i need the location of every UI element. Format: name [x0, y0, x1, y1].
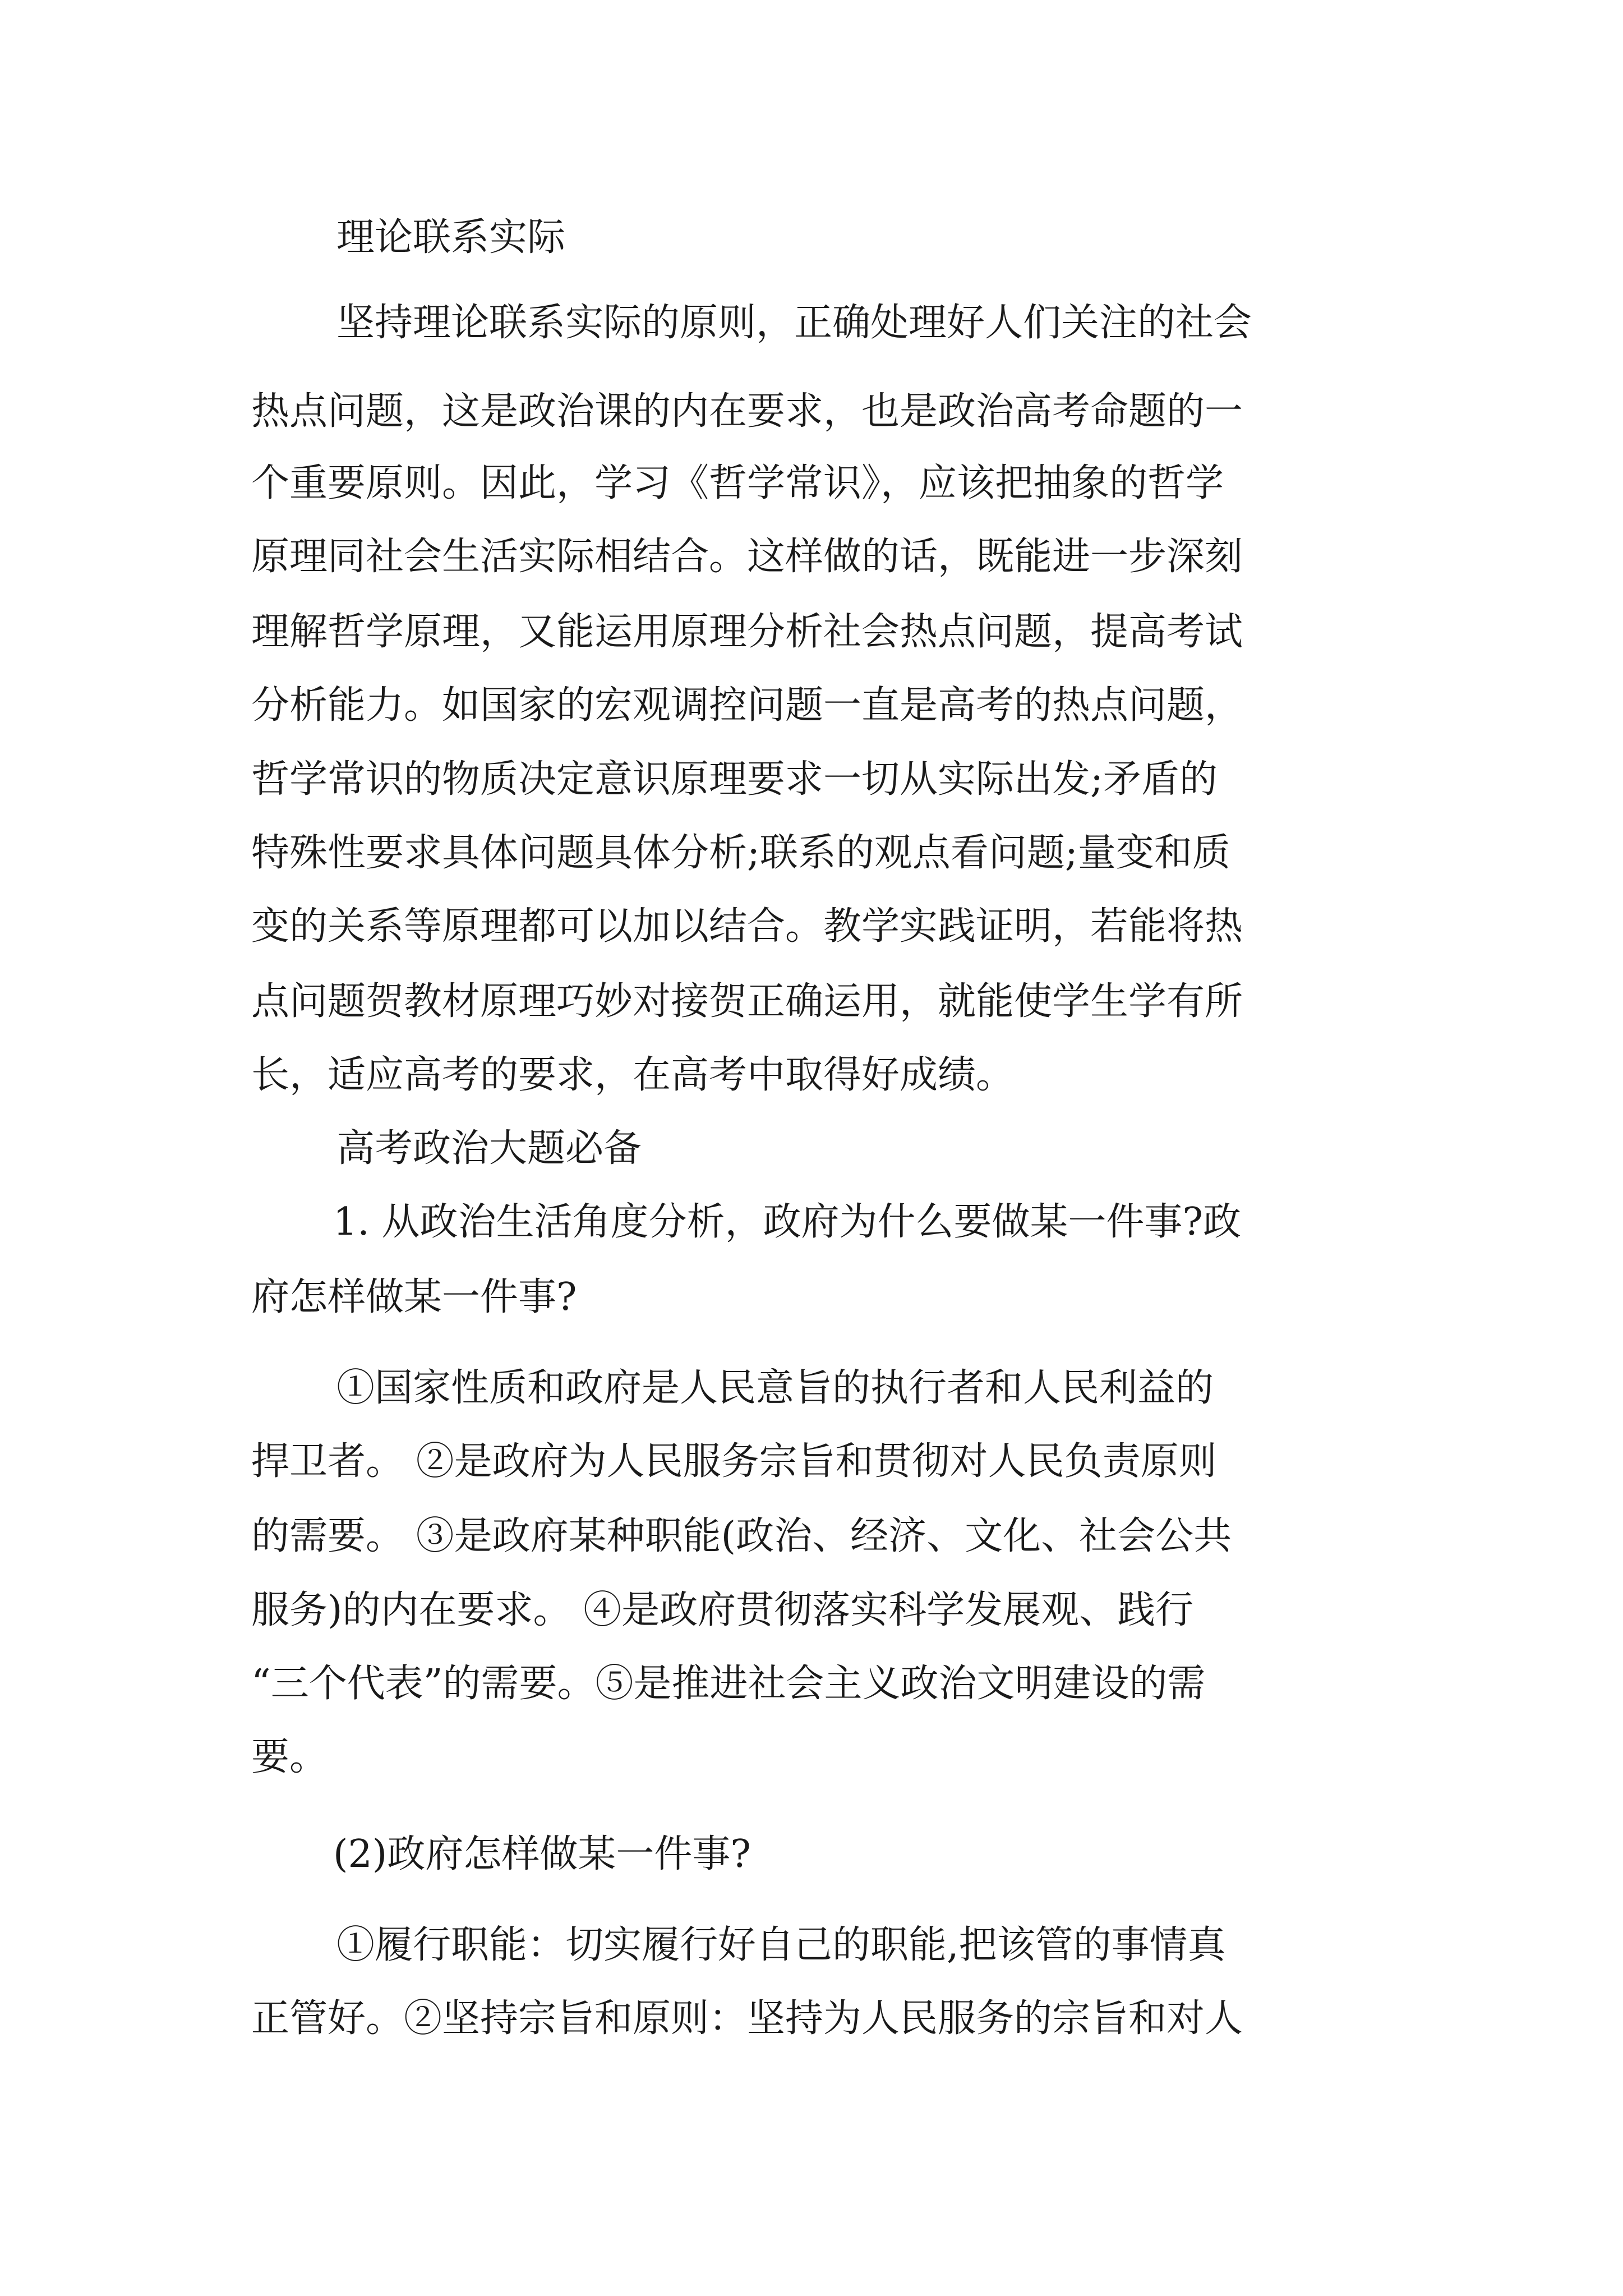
answer-line: 服务)的内在要求。 ④是政府贯彻落实科学发展观、践行 — [251, 1588, 1194, 1632]
heading-theory-practice: 理论联系实际 — [336, 215, 566, 260]
paragraph-line: 原理同社会生活实际相结合。这样做的话，既能进一步深刻 — [251, 535, 1243, 579]
question-line: 府怎样做某一件事? — [251, 1275, 577, 1319]
paragraph-line: 个重要原则。因此，学习《哲学常识》，应该把抽象的哲学 — [251, 461, 1224, 505]
paragraph-line: 长，适应高考的要求，在高考中取得好成绩。 — [251, 1053, 1015, 1097]
answer-line: ①履行职能：切实履行好自己的职能,把该管的事情真 — [336, 1923, 1226, 1967]
paragraph-line: 哲学常识的物质决定意识原理要求一切从实际出发;矛盾的 — [251, 757, 1218, 802]
answer-line: “三个代表”的需要。⑤是推进社会主义政治文明建设的需 — [251, 1662, 1206, 1706]
paragraph-line: 特殊性要求具体问题具体分析;联系的观点看问题;量变和质 — [251, 831, 1230, 875]
paragraph-line: 理解哲学原理，又能运用原理分析社会热点问题，提高考试 — [251, 610, 1243, 654]
paragraph-line: 分析能力。如国家的宏观调控问题一直是高考的热点问题， — [251, 683, 1243, 728]
paragraph-line: 热点问题，这是政治课的内在要求，也是政治高考命题的一 — [251, 389, 1243, 434]
answer-line: 正管好。②坚持宗旨和原则：坚持为人民服务的宗旨和对人 — [251, 1996, 1243, 2041]
paragraph-line: 坚持理论联系实际的原则，正确处理好人们关注的社会 — [336, 301, 1252, 345]
answer-line: 捍卫者。 ②是政府为人民服务宗旨和贯彻对人民负责原则 — [251, 1439, 1217, 1484]
paragraph-line: 变的关系等原理都可以加以结合。教学实践证明，若能将热 — [251, 904, 1243, 949]
question-line: 1. 从政治生活角度分析，政府为什么要做某一件事?政 — [333, 1200, 1241, 1244]
answer-line: ①国家性质和政府是人民意旨的执行者和人民利益的 — [336, 1366, 1214, 1410]
paragraph-line: 点问题贺教材原理巧妙对接贺正确运用，就能使学生学有所 — [251, 979, 1243, 1024]
subquestion-line: (2)政府怎样做某一件事? — [333, 1832, 751, 1876]
heading-exam-essentials: 高考政治大题必备 — [336, 1126, 642, 1171]
answer-line: 的需要。 ③是政府某种职能(政治、经济、文化、社会公共 — [251, 1514, 1232, 1558]
answer-line: 要。 — [251, 1735, 328, 1779]
